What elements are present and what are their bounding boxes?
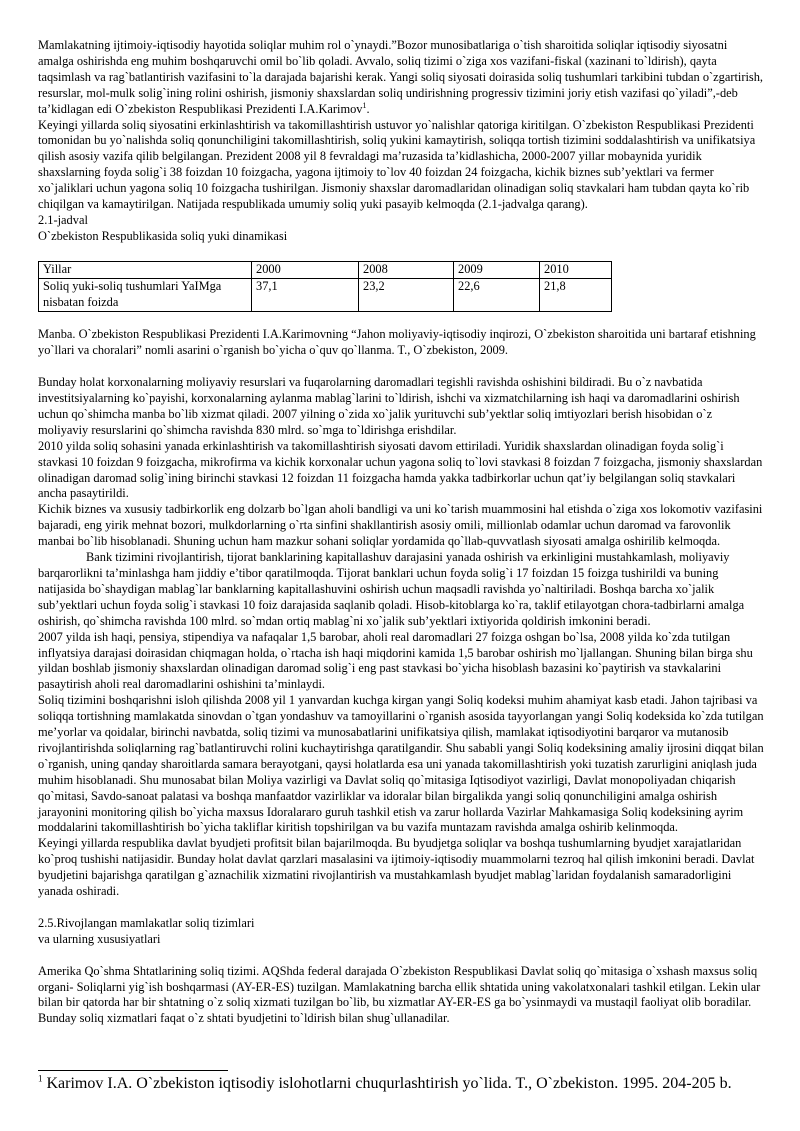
paragraph-state-budget: Keyingi yillarda respublika davlat byudjeti profitsit bilan bajarilmoqda. Bu byudjetga soliqlar va boshqa tushumlarning byudjet xarajatlaridan ko`proq tushishi natijasidir. Bunday holat davlat qarzlari masalasini va ijtimoiy-iqtisodiy muammolarni tezroq hal qilish imkonini beradi. Davlat byudjetini bajarishga qaratilgan g`aznachilik xizmatini rivojlantirish va mustahkamlash byudjet mablag`laridan foydalanish samaradorligini yanada oshiradi. — [38, 836, 755, 899]
table-cell: 2000 — [252, 261, 359, 278]
paragraph-small-business: Kichik biznes va xususiy tadbirkorlik eng dolzarb bo`lgan aholi bandligi va uni ko`tarish muammosini hal etishda o`ziga xos lokomotiv vazifasini bajaradi, eng yirik mehnat bozori, mulkdorlarning o`rta sinfini shakllantirish asosiy omili, millionlab odamlar uchun daromad va farovonlik manbai bo`lib hisoblanadi. Shuning uchun ham mazkur sohani soliqlar yordamida qo`llab-quvvatlash siyosati amalga oshirilib kelmoqda. — [38, 502, 763, 549]
footnote-mark: 1 — [38, 1073, 43, 1084]
table-cell: 37,1 — [252, 278, 359, 311]
table-label: 2.1-jadval — [38, 212, 88, 227]
paragraph-usa-tax-system: Amerika Qo`shma Shtatlarining soliq tizimi. AQShda federal darajada O`zbekiston Respublikasi Davlat soliq qo`mitasiga o`xshash maxsus soliq organi- Soliqlarni yig`ish boshqarmasi (AY-ER-ES) tuzilgan. Mamlakatning barcha ellik shtatida uning vakolatxonalari tashkil etilgan. Lekin ular bilan bir qatorda har bir shtatning o`z soliq xizmati tuzilgan bo`lib, bu xizmatlar AY-ER-ES ga bo`ysinmaydi va mustaqil faoliyat olib boradilar. Bunday soliq xizmatlari faqat o`z shtati byudjetini to`ldirish bilan shug`ullanadilar. — [38, 963, 761, 1026]
footnote-reference[interactable]: 1 — [362, 100, 367, 110]
table-header-row — [39, 261, 612, 278]
source-note: Manba. O`zbekiston Respublikasi Prezidenti I.A.Karimovning “Jahon moliyaviy-iqtisodiy inqirozi, O`zbekiston sharoitida uni bartaraf etishning yo`llari va choralari” nomli asarini o`rganish bo`yicha o`quv qo`llanma. T., O`zbekiston, 2009. — [38, 327, 756, 358]
paragraph-2010-policy: 2010 yilda soliq sohasini yanada erkinlashtirish va takomillashtirish siyosati davom ettiriladi. Yuridik shaxslardan olinadigan foyda solig`i stavkasi 10 foizdan 9 foizgacha, mikrofirma va kichik korxonalar uchun yagona soliq to`lovi stavkasi 8 foizdan 7 foizgacha, jismoniy shaxslardan olinadigan daromad solig`ining birinchi stavkasi 12 foizdan 11 foizgacha hamda yakka tadbirkorlar uchun qat’iy belgilangan soliq stavkalari ancha pasaytirildi. — [38, 438, 763, 501]
paragraph-tax-policy: Keyingi yillarda soliq siyosatini erkinlashtirish va takomillashtirish ustuvor yo`nalishlar qatoriga kiritilgan. O`zbekiston Respublikasi Prezidenti tomonidan bu yo`nalishda soliq qonunchiligini takomillashtirish, soliq yukini kamaytirish, soliqqa tortish tizimini soddalashtirish va unifikatsiya qilish asosiy vazifa qilib belgilangan. Prezident 2008 yil 8 fevraldagi ma’ruzasida ta’kidlashicha, 2000-2007 yillar mobaynida yuridik shaxslarning foyda solig`i 38 foizdan 10 foizgacha, yagona ijtimoiy to`lov 40 foizdan 24 foizgacha, kichik biznes sub’yektlari va fermer xo`jaliklari uchun yagona soliq 10 foizgacha tushirilgan. Jismoniy shaxslar daromadlaridan olinadigan soliq stavkalari ham tubdan qayta ko`rib chiqilgan va kamaytirilgan. Natijada respublikada umumiy soliq yuki pasayib kelmoqda (2.1-jadvalga qarang). — [38, 117, 756, 212]
paragraph-financial-resources: Bunday holat korxonalarning moliyaviy resurslari va fuqarolarning daromadlari tegishli ravishda oshishini bildiradi. Bu o`z navbatida investitsiyalarning ko`payishi, korxonalarning aylanma mablag`larini to`ldirish, ishchi va xizmatchilarning ish haqi va daromadlarini oshirish uchun qo`shimcha manba bo`lib xizmat qiladi. 2007 yilning o`zida xo`jalik yurituvchi sub’yektlar soliq imtiyozlari berish hisobidan o`z moliyaviy resurslarini qo`shimcha ravishda 830 mlrd. so`mga to`ldirishga erishdilar. — [38, 375, 740, 437]
paragraph-intro — [38, 38, 764, 118]
section-title: 2.5.Rivojlangan mamlakatlar soliq tizimlari — [38, 915, 255, 930]
paragraph-intro-end: . — [366, 101, 370, 116]
table-cell: Yillar — [39, 261, 252, 278]
table-title: O`zbekiston Respublikasida soliq yuki dinamikasi — [38, 228, 288, 243]
table-cell: 23,2 — [359, 278, 454, 311]
paragraph-wages: 2007 yilda ish haqi, pensiya, stipendiya va nafaqalar 1,5 barobar, aholi real daromadlari 27 foizga oshgan bo`lsa, 2008 yilda ko`zda tutilgan inflyatsiya darajasi doirasidan chiqmagan holda, o`rtacha ish haqi miqdorini kamida 1,5 barobar oshirish mo`ljallangan. Shuning bilan birga shu yildan boshlab jismoniy shaxslardan olinadigan daromad solig`i eng past stavkasi bo`yicha hisoblash bazasini ko`paytirish va stavkalarini pasaytirish aholi real daromadlarini oshishini ta’minlaydi. — [38, 629, 753, 692]
tax-burden-table — [38, 261, 612, 312]
table-row — [39, 278, 612, 311]
table-cell: 21,8 — [540, 278, 612, 311]
document-page — [38, 38, 764, 1027]
footnote-divider — [38, 1070, 228, 1071]
section-subtitle: va ularning xususiyatlari — [38, 931, 161, 946]
paragraph-bank-system: Bank tizimini rivojlantirish, tijorat banklarining kapitallashuv darajasini yanada oshirish va erkinligini mustahkamlash, moliyaviy barqarorlikni ta’minlashga ham jiddiy e’tibor qaratilmoqda. Tijorat banklari uchun foyda solig`i 17 foizdan 15 foizga tushirildi va buning natijasida bo`shaydigan mablag`lar banklarning kapitallashuvini oshirish uchun maqsadli ravishda yo`naltiriladi. Boshqa barcha xo`jalik sub’yektlari uchun foyda solig`i stavkasi 10 foiz darajasida saqlanib qoladi. Hisob-kitoblarga ko`ra, taklif etilayotgan chora-tadbirlarni amalga oshirish, qo`shimcha ravishda 100 mlrd. so`mdan ortiq mablag`ni xo`jalik sub’yektlari ixtiyorida qoldirish imkonini beradi. — [38, 550, 745, 628]
table-cell: 22,6 — [454, 278, 540, 311]
footnote-text: Karimov I.A. O`zbekiston iqtisodiy islohotlarni chuqurlashtirish yo`lida. T., O`zbekiston. 1995. 204-205 b. — [42, 1075, 732, 1092]
paragraph-tax-code: Soliq tizimini boshqarishni isloh qilishda 2008 yil 1 yanvardan kuchga kirgan yangi Soliq kodeksi muhim ahamiyat kasb etadi. Jahon tajribasi va soliqqa tortishning mamlakatda sinovdan o`tgan yondashuv va tamoyillarini o`rganish asosida tayyorlangan yangi Soliq kodeksida ko`zda tutilgan me’yorlar va qoidalar, birinchi navbatda, soliq tizimi va munosabatlarini unifikatsiya qilish, mamlakat iqtisodiyotini barqaror va mutanosib rivojlantirishda soliqlarning rag`batlantiruvchi rolini kuchaytirishga qaratilgandir. Shu sababli yangi Soliq kodeksining amaliy ijrosini diqqat bilan o`rganish, uning qanday sharoitlarda samara berayotgani, qaysi holatlarda esa uni yanada takomillashtirish yoki tuzatish zarurligini aniqlash juda muhim hisoblanadi. Shu munosabat bilan Moliya vazirligi va Davlat soliq qo`mitasiga Iqtisodiyot vazirligi, Davlat monopoliyadan chiqarish qo`mitasi, Savdo-sanoat palatasi va boshqa manfaatdor vazirliklar va idoralar bilan birgalikda yangi soliq qonunchiligini amalga oshirish jarayonini monitoring qilish bo`yicha maxsus Idoralararo guruh tashkil etish va zarur hollarda Vazirlar Mahkamasiga Soliq kodeksining ayrim moddalarini takomillashtirish bo`yicha takliflar kiritish topshirilgan va bu vazifa muntazam ravishda amalga oshirib kelinmoqda. — [38, 693, 764, 835]
footnote — [38, 1074, 778, 1094]
table-cell: 2009 — [454, 261, 540, 278]
paragraph-intro-text: Mamlakatning ijtimoiy-iqtisodiy hayotida soliqlar muhim rol o`ynaydi.”Bozor munosibatlariga o`tish sharoitida soliqlar iqtisodiy siyosatni amalga oshirishda eng muhim boshqaruvchi omil bo`lib qoladi. Avvalo, soliq tizimi o`ziga xos vazifani-fiskal (xazinani to`ldirish), qayta taqsimlash va rag`batlantirish vazifasini to`la darajada bajarishi kerak. Yangi soliq siyosati doirasida soliq tushumlari tarkibini tubdan o`zgartirish, resurslar, mol-mulk solig`ining rolini oshirish, jismoniy shaxslardan soliq undirishning progressiv tizimini joriy etish vazifasi qo`yiladi”,-deb ta’kidlagan edi O`zbekiston Respublikasi Prezidenti I.A.Karimov — [38, 38, 764, 116]
table-cell: Soliq yuki-soliq tushumlari YaIMga nisbatan foizda — [39, 278, 252, 311]
table-cell: 2008 — [359, 261, 454, 278]
table-cell: 2010 — [540, 261, 612, 278]
